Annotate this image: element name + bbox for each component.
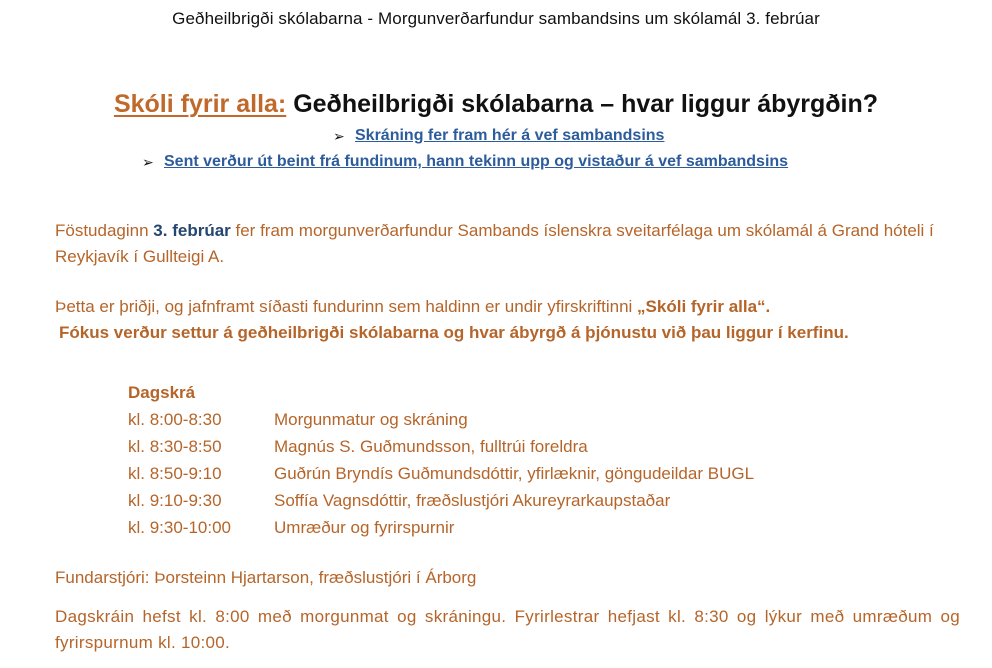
agenda-item bbox=[128, 406, 754, 433]
closing-paragraph: Dagskráin hefst kl. 8:00 með morgunmat og skráningu. Fyrirlestrar hefjast kl. 8:30 og lýkur með umræðum og fyrirspurnum kl. 10:00. bbox=[55, 607, 960, 652]
description-paragraph bbox=[55, 294, 960, 346]
intro-paragraph bbox=[55, 218, 960, 270]
agenda-item bbox=[128, 433, 754, 460]
livestream-link[interactable]: Sent verður út beint frá fundinum, hann tekinn upp og vistaður á vef sambandsins bbox=[164, 153, 789, 170]
description-line1: Þetta er þriðji, og jafnframt síðasti fundurinn sem haldinn er undir yfirskriftinni bbox=[55, 297, 638, 316]
agenda-item bbox=[128, 514, 754, 541]
meeting-chair: Fundarstjóri: Þorsteinn Hjartarson, fræðslustjóri í Árborg bbox=[55, 568, 477, 587]
agenda-time: kl. 9:10-9:30 bbox=[128, 491, 222, 510]
registration-link[interactable]: Skráning fer fram hér á vef sambandsins bbox=[355, 127, 665, 144]
series-title: Skóli fyrir alla: bbox=[113, 90, 287, 118]
arrow-bullet-icon: ➢ bbox=[333, 127, 345, 144]
agenda-text: Umræður og fyrirspurnir bbox=[274, 518, 455, 537]
agenda-text: Guðrún Bryndís Guðmundsdóttir, yfirlæknir, göngudeildar BUGL bbox=[274, 464, 755, 483]
headline-title: Geðheilbrigði skólabarna – hvar liggur ábyrgðin? bbox=[293, 90, 879, 118]
intro-prefix: Föstudaginn bbox=[55, 221, 154, 240]
agenda-title: Dagskrá bbox=[128, 383, 196, 402]
agenda bbox=[128, 380, 754, 541]
intro-suffix: fer fram morgunverðarfundur Sambands íslenskra sveitarfélaga um skólamál á Grand hóteli í Reykjavík í Gullteigi A. bbox=[55, 221, 934, 266]
agenda-time: kl. 8:30-8:50 bbox=[128, 437, 222, 456]
registration-link-row bbox=[333, 127, 664, 145]
description-line2: Fókus verður settur á geðheilbrigði skólabarna og hvar ábyrgð á þjónustu við þau liggur í kerfinu. bbox=[59, 323, 849, 342]
headline bbox=[0, 90, 992, 119]
agenda-time: kl. 8:00-8:30 bbox=[128, 410, 222, 429]
agenda-text: Soffía Vagnsdóttir, fræðslustjóri Akureyrarkaupstaðar bbox=[274, 491, 671, 510]
agenda-time: kl. 9:30-10:00 bbox=[128, 518, 232, 537]
event-date: 3. febrúar bbox=[153, 221, 231, 240]
agenda-time: kl. 8:50-9:10 bbox=[128, 464, 222, 483]
agenda-item bbox=[128, 487, 754, 514]
livestream-link-row bbox=[142, 153, 788, 171]
page-header: Geðheilbrigði skólabarna - Morgunverðarfundur sambandsins um skólamál 3. febrúar bbox=[172, 9, 820, 28]
series-quote: „Skóli fyrir alla“. bbox=[637, 297, 771, 316]
arrow-bullet-icon: ➢ bbox=[142, 153, 154, 170]
agenda-text: Morgunmatur og skráning bbox=[274, 410, 468, 429]
agenda-item bbox=[128, 460, 754, 487]
agenda-text: Magnús S. Guðmundsson, fulltrúi foreldra bbox=[274, 437, 588, 456]
